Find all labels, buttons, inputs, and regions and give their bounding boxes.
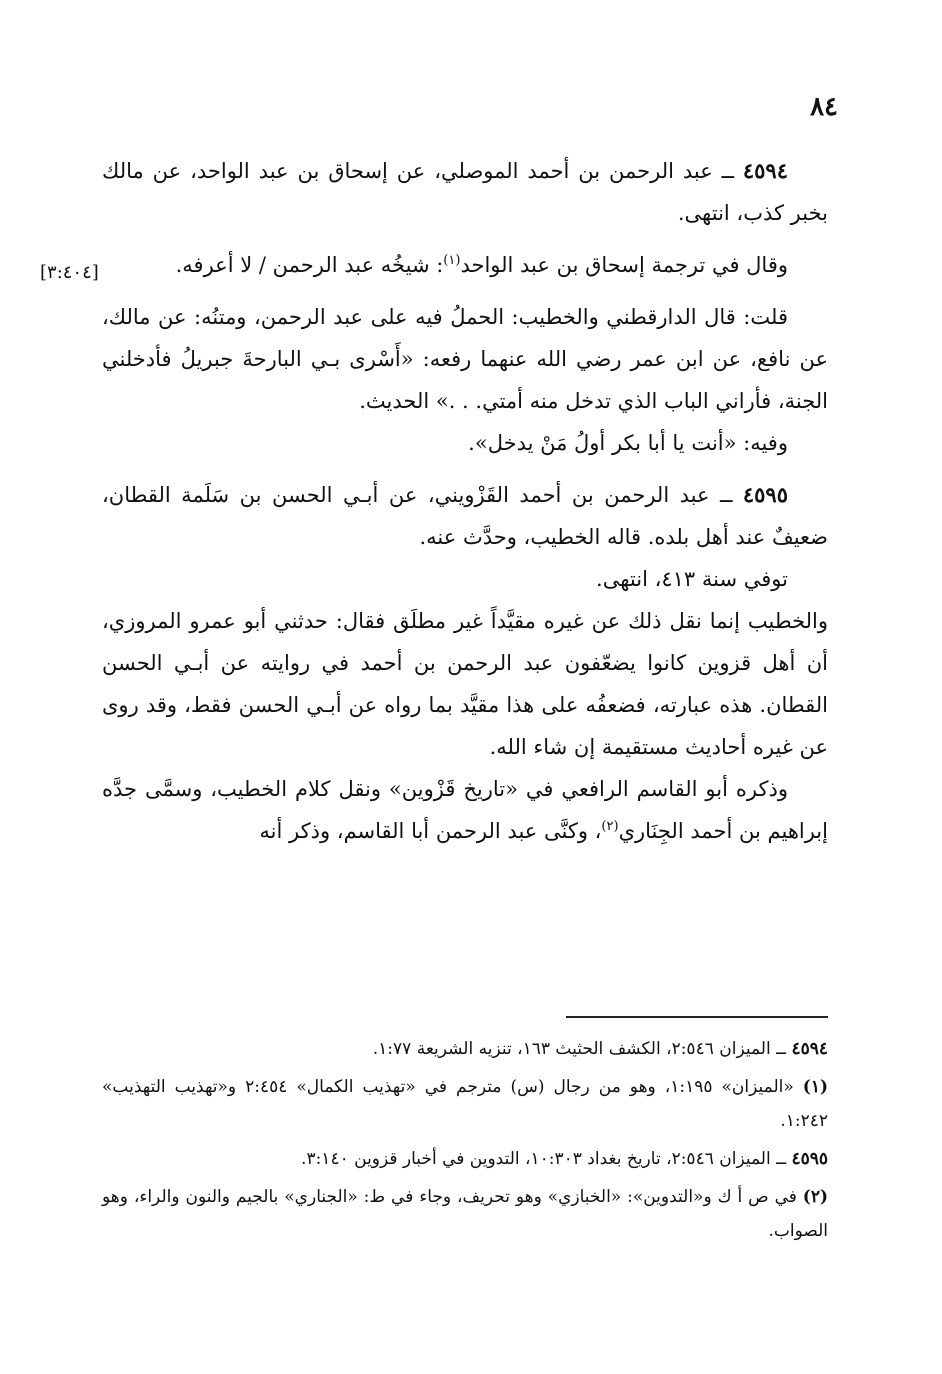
footnote-number: ٤٥٩٤ [791,1039,828,1059]
paragraph-text: ، وكنَّى عبد الرحمن أبا القاسم، وذكر أنه [259,819,602,843]
footnote-item [102,1180,828,1248]
paragraph-text: وقال في ترجمة إسحاق بن عبد الواحد [460,253,788,277]
paragraph-text: وذكره أبو القاسم الرافعي في «تاريخ قَزْوين» ونقل كلام الخطيب، وسمَّى جدَّه إبراهيم بن أحمد الجِنَاري [102,777,828,843]
footnote-item [102,1032,828,1066]
footnote-marker-2: (٢) [601,819,619,834]
paragraph-rafii [102,768,828,852]
main-text [102,150,828,862]
entry-4594 [102,150,828,234]
entry-number: ٤٥٩٥ [742,482,788,507]
entry-number: ٤٥٩٤ [742,158,788,183]
footnote-number: ٤٥٩٥ [791,1149,828,1169]
footnote-text: ــ الميزان ٢:٥٤٦، تاريخ بغداد ١٠:٣٠٣، التدوين في أخبار قزوين ٣:١٤٠. [301,1149,792,1169]
page-number: ٨٤ [810,92,838,122]
paragraph-text: : شيخُه عبد الرحمن / لا أعرفه. [175,253,444,277]
entry-text: ــ عبد الرحمن بن أحمد الموصلي، عن إسحاق بن عبد الواحد، عن مالك بخبر كذب، انتهى. [102,159,828,225]
footnote-marker-1: (١) [443,253,461,268]
footnote-text: «الميزان» ١:١٩٥، وهو من رجال (س) مترجم في «تهذيب الكمال» ٢:٤٥٤ و«تهذيب التهذيب» ١:٢٤٢. [102,1077,828,1131]
footnote-number: (١) [802,1077,828,1097]
paragraph-ishaq [102,244,828,286]
footnote-number: (٢) [802,1187,828,1207]
entry-4595 [102,474,828,558]
paragraph-khatib: والخطيب إنما نقل ذلك عن غيره مقيَّداً غير مطلَق فقال: حدثني أبو عمرو المروزي، أن أهل قزوين كانوا يضعّفون عبد الرحمن بن أحمد في روايته عن أبـي الحسن القطان. هذه عبارته، فضعفُه على هذا مقيَّد بما رواه عن أبـي الحسن فقط، وقد روى عن غيره أحاديث مستقيمة إن شاء الله. [102,609,829,759]
paragraph-death-year: توفي سنة ٤١٣، انتهى. [596,567,788,591]
footnotes [102,1032,828,1252]
footnote-text: ــ الميزان ٢:٥٤٦، الكشف الحثيث ١٦٣، تنزيه الشريعة ١:٧٧. [372,1039,792,1059]
footnote-item [102,1142,828,1176]
entry-text: ــ عبد الرحمن بن أحمد القَزْويني، عن أبـي الحسن بن سَلَمة القطان، ضعيفٌ عند أهل بلده. قاله الخطيب، وحدَّث عنه. [102,483,828,549]
footnote-text: في ص أ ك و«التدوين»: «الخبازي» وهو تحريف، وجاء في ط: «الجناري» بالجيم والنون والراء، وهو الصواب. [102,1187,828,1241]
footnote-divider [566,1016,828,1018]
paragraph-wafihi: وفيه: «أنت يا أبا بكر أولُ مَنْ يدخل». [468,431,788,455]
paragraph-qultu: قلت: قال الدارقطني والخطيب: الحملُ فيه على عبد الرحمن، ومتنُه: عن مالك، عن نافع، عن ابن عمر رضي الله عنهما رفعه: «أَسْرى بـي البارحةَ جبريلُ فأدخلني الجنة، فأراني الباب الذي تدخل منه أمتي. . .» الحديث. [102,305,828,413]
footnote-item [102,1070,828,1138]
side-reference: [٣:٤٠٤] [40,262,99,283]
